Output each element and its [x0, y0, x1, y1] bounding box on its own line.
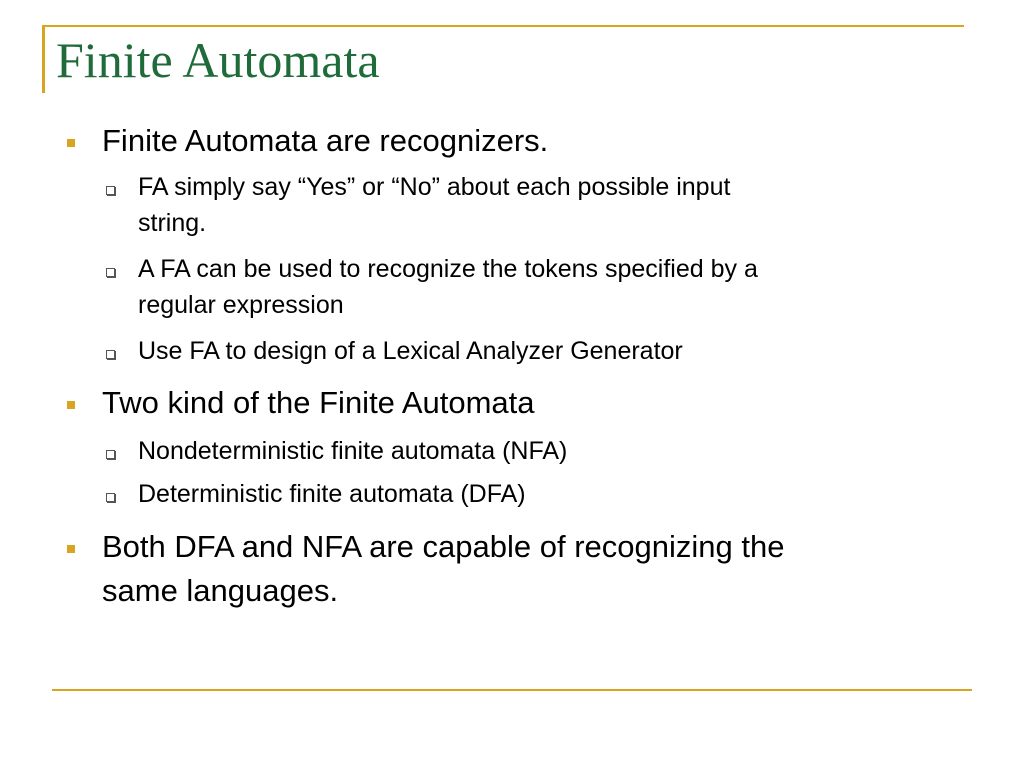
sub-bullet-box-icon: [106, 450, 115, 459]
bullet-square-icon: [67, 545, 75, 553]
sub-bullet-text: A FA can be used to recognize the tokens specified by a: [138, 255, 758, 283]
bullet-text-continued: same languages.: [102, 573, 339, 608]
slide-title: Finite Automata: [56, 32, 380, 88]
bullet-square-icon: [67, 139, 75, 147]
sub-bullet-text: Nondeterministic finite automata (NFA): [138, 437, 568, 465]
sub-bullet-text: Deterministic finite automata (DFA): [138, 480, 526, 508]
sub-bullet-text: FA simply say “Yes” or “No” about each possible input: [138, 173, 731, 201]
sub-bullet-box-icon: [106, 350, 115, 359]
sub-bullet-box-icon: [106, 268, 115, 277]
sub-bullet-text-continued: string.: [138, 209, 207, 237]
footer-rule: [52, 689, 972, 691]
bullet-text: Two kind of the Finite Automata: [102, 385, 535, 420]
bullet-text: Finite Automata are recognizers.: [102, 123, 549, 158]
sub-bullet-box-icon: [106, 186, 115, 195]
sub-bullet-box-icon: [106, 493, 115, 502]
sub-bullet-text: Use FA to design of a Lexical Analyzer Generator: [138, 337, 683, 365]
sub-bullet-text-continued: regular expression: [138, 291, 344, 319]
bullet-text: Both DFA and NFA are capable of recognizing the: [102, 529, 785, 564]
bullet-square-icon: [67, 401, 75, 409]
